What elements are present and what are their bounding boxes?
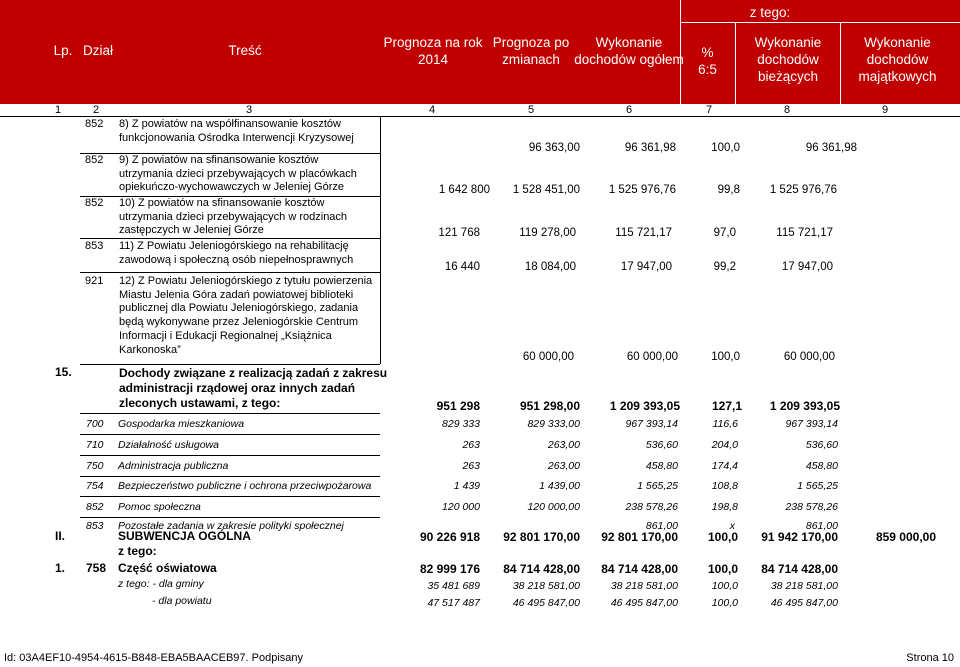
- header-wykonanie-ogolem: Wykonanie dochodów ogółem: [574, 35, 684, 67]
- row-c6: 115 721,17: [615, 227, 672, 239]
- row-c8: 60 000,00: [783, 351, 835, 363]
- header-prognoza-zmian: Prognoza po zmianach: [492, 35, 570, 67]
- row-c5: 96 363,00: [528, 142, 580, 154]
- row-c7: 99,2: [713, 261, 736, 273]
- header-procent: % 6:5: [698, 45, 717, 77]
- section-ii-c8: 91 942 170,00: [761, 530, 838, 544]
- col-num: 5: [528, 104, 535, 116]
- gminy-c5: 38 218 581,00: [512, 580, 580, 592]
- row-description: 9) Z powiatów na sfinansowanie kosztów utrzymania dzieci przebywających w placówkach opiekuńczo-wychowawczych w Jeleniej Górze: [119, 154, 357, 194]
- header-lp: Lp.: [53, 43, 73, 58]
- subrow-dzial: 852: [86, 501, 104, 513]
- col-num: 3: [246, 104, 253, 116]
- header-dzial: Dział: [82, 43, 113, 58]
- subrow-c6: 238 578,26: [625, 501, 678, 513]
- row-c7: 97,0: [713, 227, 736, 239]
- row-dzial: 921: [85, 275, 104, 287]
- row-c6: 17 947,00: [620, 261, 672, 273]
- col-num: 7: [706, 104, 713, 116]
- section-15-description: Dochody związane z realizacją zadań z zakresu administracji rządowej oraz innych zadań zleconych ustawami, z tego:: [119, 366, 388, 410]
- row-c8: 1 525 976,76: [769, 184, 837, 196]
- gminy-c6: 38 218 581,00: [610, 580, 678, 592]
- row-c6: 1 525 976,76: [608, 184, 676, 196]
- row-dzial: 853: [85, 240, 104, 252]
- subrow-c5: 263,00: [547, 460, 580, 472]
- subrow-text: Pozostałe zadania w zakresie polityki społecznej: [118, 520, 344, 532]
- row-c8: 96 361,98: [805, 142, 857, 154]
- row-c4: 1 642 800: [438, 184, 490, 196]
- subrow-text: Administracja publiczna: [118, 460, 229, 472]
- section-1-c6: 84 714 428,00: [601, 562, 678, 576]
- subrow-c5: 263,00: [547, 439, 580, 451]
- section-15-c7: 127,1: [711, 399, 742, 413]
- subrow-c6: 536,60: [645, 439, 678, 451]
- subrow-c5: 829 333,00: [527, 418, 580, 430]
- section-1-c4: 82 999 176: [419, 562, 480, 576]
- subrow-c8: 238 578,26: [785, 501, 838, 513]
- subrow-c8: 1 565,25: [797, 480, 838, 492]
- row-description: 12) Z Powiatu Jeleniogórskiego z tytułu powierzenia Miastu Jelenia Góra zadań powiatowej biblioteki publicznej dla Powiatu Jeleniogórskiego, zadania będą wykonywane przez Jeleniogórskie Centrum Informacji i Edukacji Regionalnej „Książnica Karkonoska”: [119, 275, 373, 356]
- subrow-dzial: 754: [86, 480, 104, 492]
- section-15-lp: 15.: [55, 365, 72, 379]
- row-c5: 119 278,00: [519, 227, 576, 239]
- section-15-c4: 951 298: [436, 399, 480, 413]
- row-c8: 115 721,17: [776, 227, 833, 239]
- section-ii-lp: II.: [55, 529, 66, 543]
- subrow-c6: 458,80: [645, 460, 678, 472]
- subrow-text: Działalność usługowa: [118, 439, 219, 451]
- subrow-dzial: 853: [86, 520, 104, 532]
- header-prognoza-rok: Prognoza na rok 2014: [383, 35, 483, 67]
- subrow-text: Pomoc społeczna: [118, 501, 201, 513]
- header-wykonanie-biezacych: Wykonanie dochodów bieżących: [754, 35, 822, 84]
- row-dzial: 852: [85, 154, 104, 166]
- subrow-dzial: 700: [86, 418, 104, 430]
- row-c7: 100,0: [711, 142, 740, 154]
- footer-document-id: Id: 03A4EF10-4954-4615-B848-EBA5BAACEB97. Podpisany: [4, 652, 304, 664]
- row-c7: 99,8: [717, 184, 740, 196]
- subrow-c6: 967 393,14: [625, 418, 678, 430]
- col-num: 9: [882, 104, 889, 116]
- subrow-text: Gospodarka mieszkaniowa: [118, 418, 245, 430]
- powiatu-c4: 47 517 487: [427, 597, 480, 609]
- subrow-c6: 861,00: [645, 520, 678, 532]
- section-15-c6: 1 209 393,05: [609, 399, 680, 413]
- subrow-c7: 204,0: [711, 439, 738, 451]
- gminy-c8: 38 218 581,00: [770, 580, 838, 592]
- gminy-label: z tego: - dla gminy: [118, 578, 204, 590]
- col-num: 1: [55, 104, 62, 116]
- col-num: 8: [784, 104, 791, 116]
- subrow-text: Bezpieczeństwo publiczne i ochrona przeciwpożarowa: [118, 480, 372, 492]
- section-ii-title: SUBWENCJA OGÓLNA: [118, 529, 251, 543]
- section-1-c5: 84 714 428,00: [503, 562, 580, 576]
- table-header: [0, 0, 960, 104]
- gminy-c4: 35 481 689: [427, 580, 480, 592]
- section-ii-c7: 100,0: [707, 530, 738, 544]
- row-c4: 16 440: [444, 261, 480, 273]
- subrow-c7: 198,8: [711, 501, 738, 513]
- row-c5: 60 000,00: [522, 351, 574, 363]
- header-z-tego: z tego:: [749, 5, 791, 20]
- subrow-c8: 536,60: [805, 439, 838, 451]
- col-num: 4: [429, 104, 436, 116]
- section-1-lp: 1.: [55, 561, 66, 575]
- row-description: 11) Z Powiatu Jeleniogórskiego na rehabilitację zawodową i społeczną osób niepełnosprawnych: [119, 240, 354, 266]
- section-ii-z-tego: z tego:: [118, 544, 157, 558]
- section-15-c5: 951 298,00: [519, 399, 580, 413]
- subrow-c4: 263: [462, 460, 480, 472]
- col-num: 2: [93, 104, 100, 116]
- header-wykonanie-majatkowych: Wykonanie dochodów majątkowych: [858, 35, 937, 84]
- header-tresc: Treść: [228, 43, 262, 58]
- section-1-title: Część oświatowa: [118, 561, 217, 575]
- row-c7: 100,0: [711, 351, 740, 363]
- row-c8: 17 947,00: [781, 261, 833, 273]
- section-ii-c5: 92 801 170,00: [503, 530, 580, 544]
- section-ii-c6: 92 801 170,00: [601, 530, 678, 544]
- row-description: 10) Z powiatów na sfinansowanie kosztów utrzymania dzieci przebywających w rodzinach zastępczych w Jeleniej Górze: [119, 197, 348, 237]
- subrow-c4: 829 333: [442, 418, 480, 430]
- footer-page-number: Strona 10: [906, 652, 954, 664]
- row-c5: 18 084,00: [524, 261, 576, 273]
- section-1-dzial: 758: [86, 561, 107, 575]
- subrow-c7: 116,6: [712, 418, 738, 430]
- subrow-c8: 458,80: [805, 460, 838, 472]
- subrow-c7: 174,4: [711, 460, 738, 472]
- row-description: 8) Z powiatów na współfinansowanie kosztów funkcjonowania Ośrodka Interwencji Kryzysowej: [119, 118, 354, 144]
- row-dzial: 852: [85, 197, 104, 209]
- column-numbers-row: [0, 104, 960, 117]
- row-c5: 1 528 451,00: [512, 184, 580, 196]
- subrow-c7: x: [729, 520, 735, 532]
- section-ii-c4: 90 226 918: [419, 530, 480, 544]
- subrow-c4: 263: [462, 439, 480, 451]
- powiatu-c8: 46 495 847,00: [770, 597, 838, 609]
- section-ii-c9: 859 000,00: [875, 530, 936, 544]
- gminy-c7: 100,0: [711, 580, 738, 592]
- subrow-c5: 1 439,00: [539, 480, 580, 492]
- section-15-c8: 1 209 393,05: [769, 399, 840, 413]
- subrow-c4: 1 439: [453, 480, 480, 492]
- subrow-c4: 120 000: [442, 501, 480, 513]
- row-dzial: 852: [85, 118, 104, 130]
- subrow-c8: 861,00: [805, 520, 838, 532]
- col-num: 6: [626, 104, 633, 116]
- subrow-c6: 1 565,25: [637, 480, 678, 492]
- subrow-c5: 120 000,00: [527, 501, 580, 513]
- subrow-c7: 108,8: [711, 480, 738, 492]
- section-1-c7: 100,0: [707, 562, 738, 576]
- row-c6: 60 000,00: [626, 351, 678, 363]
- section-1-c8: 84 714 428,00: [761, 562, 838, 576]
- powiatu-c7: 100,0: [711, 597, 738, 609]
- powiatu-c6: 46 495 847,00: [610, 597, 678, 609]
- subrow-dzial: 710: [86, 439, 104, 451]
- row-c4: 121 768: [438, 227, 480, 239]
- powiatu-c5: 46 495 847,00: [512, 597, 580, 609]
- subrow-dzial: 750: [86, 460, 104, 472]
- row-c6: 96 361,98: [624, 142, 676, 154]
- subrow-c8: 967 393,14: [785, 418, 838, 430]
- powiatu-label: - dla powiatu: [152, 595, 212, 607]
